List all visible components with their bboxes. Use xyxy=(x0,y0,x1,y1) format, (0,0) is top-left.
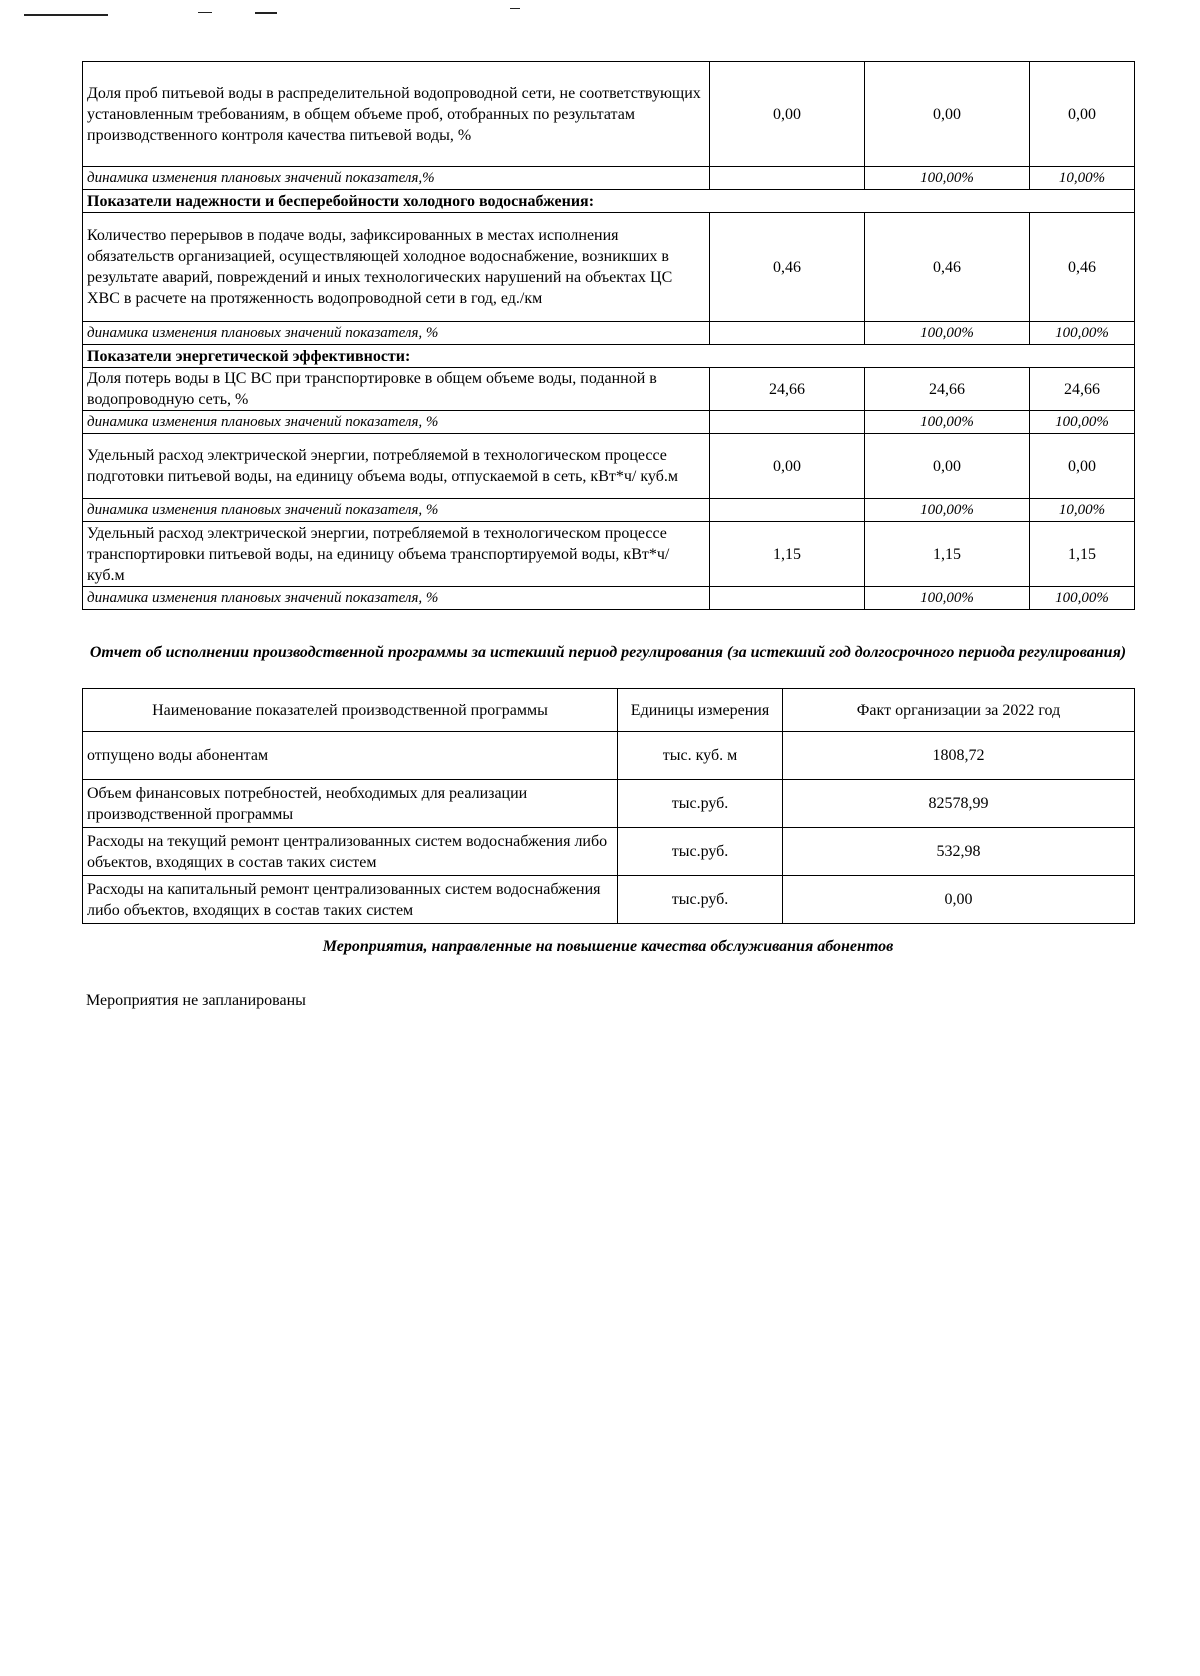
row-unit: тыс. куб. м xyxy=(618,732,783,780)
row-fact: 82578,99 xyxy=(783,780,1135,828)
col-header-fact: Факт организации за 2022 год xyxy=(783,689,1135,732)
indicator-value-v1 xyxy=(710,167,865,190)
measures-heading: Мероприятия, направленные на повышение качества обслуживания абонентов xyxy=(322,938,894,955)
dynamics-row xyxy=(83,322,1135,345)
row-name: Объем финансовых потребностей, необходимых для реализации производственной программы xyxy=(83,780,618,828)
report-table-header-row xyxy=(83,689,1135,732)
indicator-value-v2: 100,00% xyxy=(865,499,1030,522)
indicator-row xyxy=(83,434,1135,499)
indicator-value-v3: 100,00% xyxy=(1030,587,1135,610)
row-fact: 0,00 xyxy=(783,876,1135,924)
row-name: Расходы на капитальный ремонт централизованных систем водоснабжения либо объектов, входящих в состав таких систем xyxy=(83,876,618,924)
indicator-label: Доля проб питьевой воды в распределительной водопроводной сети, не соответствующих установленным требованиям, в общем объеме проб, отобранных по результатам производственного контроля качества питьевой воды, % xyxy=(83,62,710,167)
indicator-value-v1 xyxy=(710,322,865,345)
col-header-unit: Единицы измерения xyxy=(618,689,783,732)
indicator-value-v2: 100,00% xyxy=(865,587,1030,610)
indicators-table xyxy=(82,61,1135,610)
indicator-label: Удельный расход электрической энергии, потребляемой в технологическом процессе подготовки питьевой воды, на единицу объема воды, отпускаемой в сеть, кВт*ч/ куб.м xyxy=(83,434,710,499)
row-unit: тыс.руб. xyxy=(618,780,783,828)
indicator-value-v1: 0,00 xyxy=(710,62,865,167)
indicator-value-v3: 10,00% xyxy=(1030,499,1135,522)
indicator-label: Удельный расход электрической энергии, потребляемой в технологическом процессе транспортировки питьевой воды, на единицу объема транспортируемой воды, кВт*ч/ куб.м xyxy=(83,522,710,587)
indicator-row xyxy=(83,368,1135,411)
indicator-value-v2: 100,00% xyxy=(865,167,1030,190)
indicator-value-v2: 100,00% xyxy=(865,411,1030,434)
indicator-value-v3: 0,00 xyxy=(1030,434,1135,499)
indicator-value-v2: 0,00 xyxy=(865,434,1030,499)
section-title: Показатели энергетической эффективности: xyxy=(83,345,1135,368)
indicator-label: Доля потерь воды в ЦС ВС при транспортировке в общем объеме воды, поданной в водопроводную сеть, % xyxy=(83,368,710,411)
table-row xyxy=(83,780,1135,828)
indicator-label: динамика изменения плановых значений показателя,% xyxy=(83,167,710,190)
indicator-value-v3: 0,46 xyxy=(1030,213,1135,322)
dynamics-row xyxy=(83,167,1135,190)
section-header-row xyxy=(83,345,1135,368)
indicator-value-v3: 100,00% xyxy=(1030,322,1135,345)
col-header-name: Наименование показателей производственной программы xyxy=(83,689,618,732)
table-row xyxy=(83,732,1135,780)
indicator-label: динамика изменения плановых значений показателя, % xyxy=(83,411,710,434)
dynamics-row xyxy=(83,499,1135,522)
indicator-value-v2: 24,66 xyxy=(865,368,1030,411)
row-fact: 1808,72 xyxy=(783,732,1135,780)
indicator-value-v1: 24,66 xyxy=(710,368,865,411)
scan-artifact xyxy=(24,14,108,16)
indicator-value-v2: 0,46 xyxy=(865,213,1030,322)
indicator-value-v2: 0,00 xyxy=(865,62,1030,167)
indicator-label: динамика изменения плановых значений показателя, % xyxy=(83,499,710,522)
indicator-label: динамика изменения плановых значений показателя, % xyxy=(83,587,710,610)
indicator-value-v1: 0,00 xyxy=(710,434,865,499)
indicator-value-v1 xyxy=(710,411,865,434)
scan-artifact xyxy=(255,12,277,14)
indicator-value-v1: 1,15 xyxy=(710,522,865,587)
indicator-value-v1: 0,46 xyxy=(710,213,865,322)
dynamics-row xyxy=(83,411,1135,434)
indicator-value-v3: 24,66 xyxy=(1030,368,1135,411)
indicator-row xyxy=(83,62,1135,167)
row-name: отпущено воды абонентам xyxy=(83,732,618,780)
table-row xyxy=(83,876,1135,924)
indicator-value-v3: 1,15 xyxy=(1030,522,1135,587)
dynamics-row xyxy=(83,587,1135,610)
measures-note: Мероприятия не запланированы xyxy=(86,992,306,1009)
indicator-value-v2: 100,00% xyxy=(865,322,1030,345)
indicator-row xyxy=(83,522,1135,587)
indicator-value-v1 xyxy=(710,499,865,522)
section-title: Показатели надежности и бесперебойности холодного водоснабжения: xyxy=(83,190,1135,213)
row-unit: тыс.руб. xyxy=(618,876,783,924)
section-header-row xyxy=(83,190,1135,213)
indicator-row xyxy=(83,213,1135,322)
indicator-value-v1 xyxy=(710,587,865,610)
scan-artifact xyxy=(510,8,520,9)
table-row xyxy=(83,828,1135,876)
indicator-value-v3: 0,00 xyxy=(1030,62,1135,167)
row-unit: тыс.руб. xyxy=(618,828,783,876)
indicator-label: Количество перерывов в подаче воды, зафиксированных в местах исполнения обязательств организацией, осуществляющей холодное водоснабжение, возникших в результате аварий, повреждений и иных технологических нарушений на объектах ЦС ХВС в расчете на протяженность водопроводной сети в год, ед./км xyxy=(83,213,710,322)
report-table xyxy=(82,688,1135,924)
indicator-label: динамика изменения плановых значений показателя, % xyxy=(83,322,710,345)
indicator-value-v2: 1,15 xyxy=(865,522,1030,587)
row-fact: 532,98 xyxy=(783,828,1135,876)
report-caption: Отчет об исполнении производственной программы за истекший период регулирования (за истекший год долгосрочного периода регулирования) xyxy=(89,644,1127,661)
row-name: Расходы на текущий ремонт централизованных систем водоснабжения либо объектов, входящих в состав таких систем xyxy=(83,828,618,876)
indicator-value-v3: 10,00% xyxy=(1030,167,1135,190)
scan-artifact xyxy=(198,12,212,13)
indicator-value-v3: 100,00% xyxy=(1030,411,1135,434)
